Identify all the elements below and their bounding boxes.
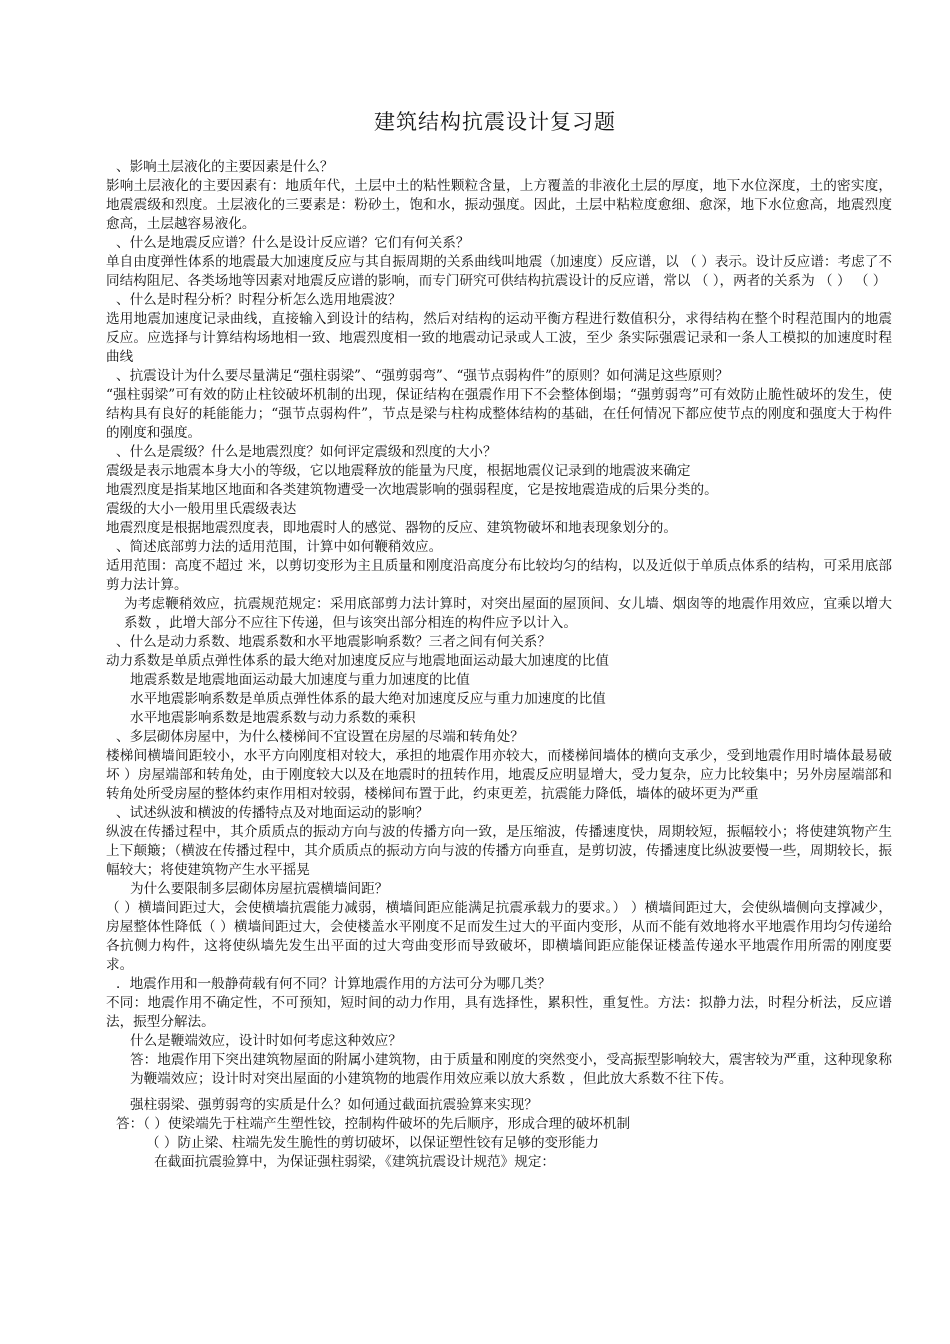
question-12: 什么是鞭端效应，设计时如何考虑这种效应？	[130, 1033, 402, 1049]
answer-8: 楼梯间横墙间距较小，水平方向刚度相对较大，承担的地震作用亦较大，而楼梯间墙体的横向支承少，受到地震作用时墙体最易破坏 ）房屋端部和转角处，由于刚度较大以及在地震时的扭转作用，地震反应明显增大，受力复杂，应力比较集中；另外房屋端部和转角处所受房屋的整体约束作用相对较弱，楼梯间布置于此，约束更差，抗震能力降低，墙体的破坏更为严重	[106, 748, 892, 802]
answer-6-line-2: 为考虑鞭稍效应，抗震规范规定：采用底部剪力法计算时，对突出屋面的屋顶间、女儿墙、烟囱等的地震作用效应，宜乘以增大系数 ，此增大部分不应往下传递，但与该突出部分相连的构件应予以计入。	[124, 596, 892, 631]
question-9: 、试述纵波和横波的传播特点及对地面运动的影响？	[116, 805, 429, 821]
question-6: 、简述底部剪力法的适用范围，计算中如何鞭稍效应。	[116, 539, 443, 555]
answer-5-line-3: 震级的大小一般用里氏震级表达	[106, 501, 297, 517]
question-4: 、抗震设计为什么要尽量满足“强柱弱梁”、“强剪弱弯”、“强节点弱构件”的原则？如何满足这些原则？	[116, 368, 729, 384]
question-5: 、什么是震级？什么是地震烈度？如何评定震级和烈度的大小？	[116, 444, 497, 460]
answer-3: 选用地震加速度记录曲线，直接输入到设计的结构，然后对结构的运动平衡方程进行数值积分，求得结构在整个时程范围内的地震反应。应选择与计算结构场地相一致、地震烈度相一致的地震动记录或人工波，至少 条实际强震记录和一条人工模拟的加速度时程曲线	[106, 311, 892, 365]
question-11: ．地震作用和一般静荷载有何不同？计算地震作用的方法可分为哪几类？	[116, 976, 551, 992]
answer-10: （ ）横墙间距过大，会使横墙抗震能力减弱，横墙间距应能满足抗震承载力的要求。） ）横墙间距过大，会使纵墙侧向支撑减少，房屋整体性降低（ ）横墙间距过大，会使楼盖水平刚度不足而发生过大的平面内变形，从而不能有效地将水平地震作用均匀传递给各抗侧力构件，这将使纵墙先发生出平面的过大弯曲变形而导致破坏，即横墙间距应能保证楼盖传递水平地震作用所需的刚度要求。	[106, 900, 892, 973]
document-title: 建筑结构抗震设计复习题	[374, 110, 616, 134]
answer-13-line-2: （ ）防止梁、柱端先发生脆性的剪切破坏，以保证塑性铰有足够的变形能力	[146, 1135, 599, 1151]
answer-7-line-1: 动力系数是单质点弹性体系的最大绝对加速度反应与地震地面运动最大加速度的比值	[106, 653, 609, 669]
answer-2: 单自由度弹性体系的地震最大加速度反应与其自振周期的关系曲线叫地震（加速度）反应谱，以 （ ）表示。设计反应谱：考虑了不同结构阻尼、各类场地等因素对地震反应谱的影响，而专门研究可供结构抗震设计的反应谱，常以 （ ），两者的关系为 （ ） （ ）	[106, 254, 892, 289]
answer-12: 答：地震作用下突出建筑物屋面的附属小建筑物，由于质量和刚度的突然变小，受高振型影响较大，震害较为严重，这种现象称为鞭端效应；设计时对突出屋面的小建筑物的地震作用效应乘以放大系数 ，但此放大系数不往下传。	[130, 1052, 892, 1087]
question-1: 、影响土层液化的主要因素是什么？	[116, 159, 334, 175]
answer-5-line-1: 震级是表示地震本身大小的等级，它以地震释放的能量为尺度，根据地震仪记录到的地震波来确定	[106, 463, 691, 479]
question-2: 、什么是地震反应谱？什么是设计反应谱？它们有何关系？	[116, 235, 470, 251]
answer-13-line-3: 在截面抗震验算中，为保证强柱弱梁，《建筑抗震设计规范》规定：	[154, 1154, 556, 1170]
question-7: 、什么是动力系数、地震系数和水平地震影响系数？三者之间有何关系？	[116, 634, 551, 650]
answer-7-line-4: 水平地震影响系数是地震系数与动力系数的乘积	[130, 710, 416, 726]
question-8: 、多层砌体房屋中，为什么楼梯间不宜设置在房屋的尽端和转角处？	[116, 729, 524, 745]
answer-6-line-1: 适用范围：高度不超过 米，以剪切变形为主且质量和刚度沿高度分布比较均匀的结构，以及近似于单质点体系的结构，可采用底部剪力法计算。	[106, 558, 892, 593]
answer-4: “强柱弱梁”可有效的防止柱铰破坏机制的出现，保证结构在强震作用下不会整体倒塌；“强剪弱弯”可有效防止脆性破坏的发生，使结构具有良好的耗能能力；“强节点弱构件”，节点是梁与柱构成整体结构的基础，在任何情况下都应使节点的刚度和强度大于构件的刚度和强度。	[106, 387, 892, 441]
answer-1: 影响土层液化的主要因素有：地质年代，土层中土的粘性颗粒含量，上方覆盖的非液化土层的厚度，地下水位深度，土的密实度，地震震级和烈度。土层液化的三要素是：粉砂土，饱和水，振动强度。因此，土层中粘粒度愈细、愈深，地下水位愈高，地震烈度愈高，土层越容易液化。	[106, 178, 892, 232]
question-13: 强柱弱梁、强剪弱弯的实质是什么？如何通过截面抗震验算来实现？	[130, 1097, 538, 1113]
question-10: 为什么要限制多层砌体房屋抗震横墙间距？	[130, 881, 389, 897]
answer-13-line-1: 答：（ ）使梁端先于柱端产生塑性铰，控制构件破坏的先后顺序，形成合理的破坏机制	[116, 1116, 631, 1132]
answer-5-line-4: 地震烈度是根据地震烈度表，即地震时人的感觉、器物的反应、建筑物破坏和地表现象划分的。	[106, 520, 677, 536]
answer-7-line-2: 地震系数是地震地面运动最大加速度与重力加速度的比值	[130, 672, 470, 688]
answer-7-line-3: 水平地震影响系数是单质点弹性体系的最大绝对加速度反应与重力加速度的比值	[130, 691, 606, 707]
document-body	[106, 158, 892, 1172]
answer-11: 不同：地震作用不确定性，不可预知，短时间的动力作用，具有选择性，累积性，重复性。方法：拟静力法，时程分析法，反应谱法，振型分解法。	[106, 995, 892, 1030]
answer-5-line-2: 地震烈度是指某地区地面和各类建筑物遭受一次地震影响的强弱程度，它是按地震造成的后果分类的。	[106, 482, 718, 498]
question-3: 、什么是时程分析？时程分析怎么选用地震波？	[116, 292, 402, 308]
answer-9: 纵波在传播过程中，其介质质点的振动方向与波的传播方向一致，是压缩波，传播速度快，周期较短，振幅较小；将使建筑物产生上下颠簸；（横波在传播过程中，其介质质点的振动方向与波的传播方向垂直，是剪切波，传播速度比纵波要慢一些，周期较长，振幅较大；将使建筑物产生水平摇晃	[106, 824, 892, 878]
